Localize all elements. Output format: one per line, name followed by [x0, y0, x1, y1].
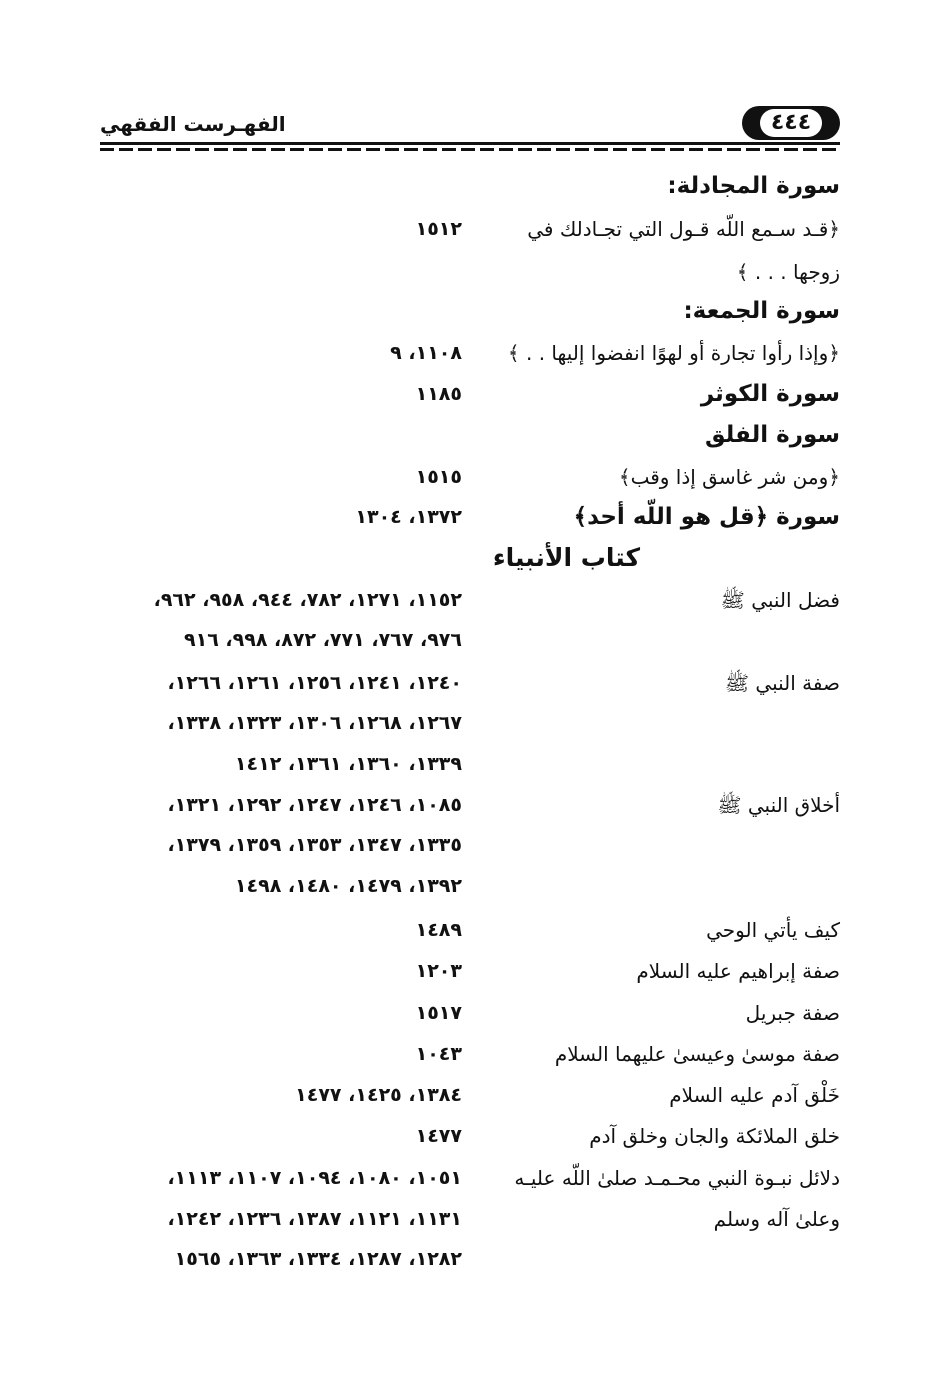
page-refs: ١٣٣٩، ١٣٦٠، ١٣٦١، ١٤١٢ [234, 753, 462, 775]
page-refs: ١٣٧٢، ١٣٠٤ [355, 506, 462, 528]
page-refs: ١٢٠٣ [415, 960, 462, 982]
entry-label: صفة النبي ﷺ [724, 671, 840, 695]
index-row [100, 825, 840, 865]
entry-label: صفة موسىٰ وعيسىٰ عليهما السلام [554, 1042, 840, 1066]
page-refs: ١٠٥١، ١٠٨٠، ١٠٩٤، ١١٠٧، ١١١٣، [167, 1167, 462, 1189]
entry-label: صفة إبراهيم عليه السلام [636, 959, 840, 983]
index-row [100, 993, 840, 1033]
page-number-badge [742, 106, 840, 140]
page-refs: ١٤٧٧ [415, 1125, 462, 1147]
index-row [100, 252, 840, 292]
page-refs: ١١٣١، ١١٢١، ١٣٨٧، ١٢٣٦، ١٢٤٢، [167, 1208, 462, 1230]
index-row [100, 291, 840, 331]
page-refs: ١٣٣٥، ١٣٤٧، ١٣٥٣، ١٣٥٩، ١٣٧٩، [167, 834, 462, 856]
index-row [100, 663, 840, 703]
surah-heading: سورة الكوثر [700, 381, 840, 407]
entry-label: زوجها . . . ﴾ [736, 260, 840, 284]
page-refs: ٩٧٦، ٧٦٧، ٧٧١، ٨٧٢، ٩٩٨، ٩١٦ [184, 629, 462, 651]
page-refs: ١٥١٧ [415, 1002, 462, 1024]
index-row [100, 1034, 840, 1074]
index-row [100, 580, 840, 620]
surah-heading: سورة ﴿قل هو اللّه أحد﴾ [573, 504, 840, 530]
entry-label: ﴿ومن شر غاسق إذا وقب﴾ [618, 465, 840, 489]
book-heading: كتاب الأنبياء [492, 543, 640, 572]
page-refs: ١٣٩٢، ١٤٧٩، ١٤٨٠، ١٤٩٨ [234, 875, 462, 897]
index-row [100, 785, 840, 825]
page-refs: ١٠٤٣ [415, 1043, 462, 1065]
index-row [100, 1199, 840, 1239]
page-refs: ١١٠٨، ٩ [390, 342, 462, 364]
page-refs: ١٤٨٩ [415, 919, 462, 941]
index-row [100, 457, 840, 497]
index-row [100, 497, 840, 537]
index-row [100, 374, 840, 414]
running-title: الفهـرست الفقهي [100, 112, 286, 136]
index-row [100, 744, 840, 784]
entry-label: خلق الملائكة والجان وخلق آدم [589, 1124, 840, 1148]
index-row [100, 703, 840, 743]
entry-label: فضل النبي ﷺ [720, 588, 840, 612]
entry-label: صفة جبريل [745, 1001, 840, 1025]
surah-heading: سورة الجمعة: [683, 298, 840, 324]
page-refs: ١١٨٥ [415, 383, 462, 405]
index-row [100, 866, 840, 906]
index-row [100, 415, 840, 455]
index-row [100, 538, 840, 578]
index-row [100, 333, 840, 373]
entry-label: أخلاق النبي ﷺ [717, 793, 840, 817]
index-row [100, 1116, 840, 1156]
index-row [100, 166, 840, 206]
index-row [100, 1239, 840, 1279]
index-row [100, 1075, 840, 1115]
index-row [100, 620, 840, 660]
index-row [100, 951, 840, 991]
index-row [100, 910, 840, 950]
page-header [100, 100, 840, 152]
page-refs: ١٣٨٤، ١٤٢٥، ١٤٧٧ [295, 1084, 462, 1106]
entry-label: وعلىٰ آله وسلم [713, 1207, 840, 1231]
index-row [100, 209, 840, 249]
surah-heading: سورة الفلق [704, 422, 840, 448]
page-refs: ١١٥٢، ١٢٧١، ٧٨٢، ٩٤٤، ٩٥٨، ٩٦٢، [153, 589, 462, 611]
page-refs: ١٥١٢ [415, 218, 462, 240]
page-refs: ١٠٨٥، ١٢٤٦، ١٢٤٧، ١٢٩٢، ١٣٢١، [167, 794, 462, 816]
page-refs: ١٢٨٢، ١٢٨٧، ١٣٣٤، ١٣٦٣، ١٥٦٥ [174, 1248, 462, 1270]
surah-heading: سورة المجادلة: [667, 173, 840, 199]
index-row [100, 1158, 840, 1198]
page-refs: ١٢٦٧، ١٢٦٨، ١٣٠٦، ١٣٢٣، ١٣٣٨، [167, 712, 462, 734]
entry-label: ﴿قـد سـمع اللّه قـول التي تجـادلك في [527, 217, 840, 241]
entry-label: خَلْق آدم عليه السلام [669, 1083, 840, 1107]
page-number: ٤٤٤ [760, 109, 822, 137]
header-dashed-rule [100, 148, 840, 151]
entry-label: ﴿وإذا رأوا تجارة أو لهوًا انفضوا إليها . . ﴾ [507, 341, 840, 365]
entry-label: كيف يأتي الوحي [706, 918, 840, 942]
page-refs: ١٢٤٠، ١٢٤١، ١٢٥٦، ١٢٦١، ١٢٦٦، [167, 672, 462, 694]
header-rule [100, 142, 840, 145]
page-refs: ١٥١٥ [415, 466, 462, 488]
entry-label: دلائل نبـوة النبي محـمـد صلىٰ اللّه عليـه [514, 1166, 840, 1190]
